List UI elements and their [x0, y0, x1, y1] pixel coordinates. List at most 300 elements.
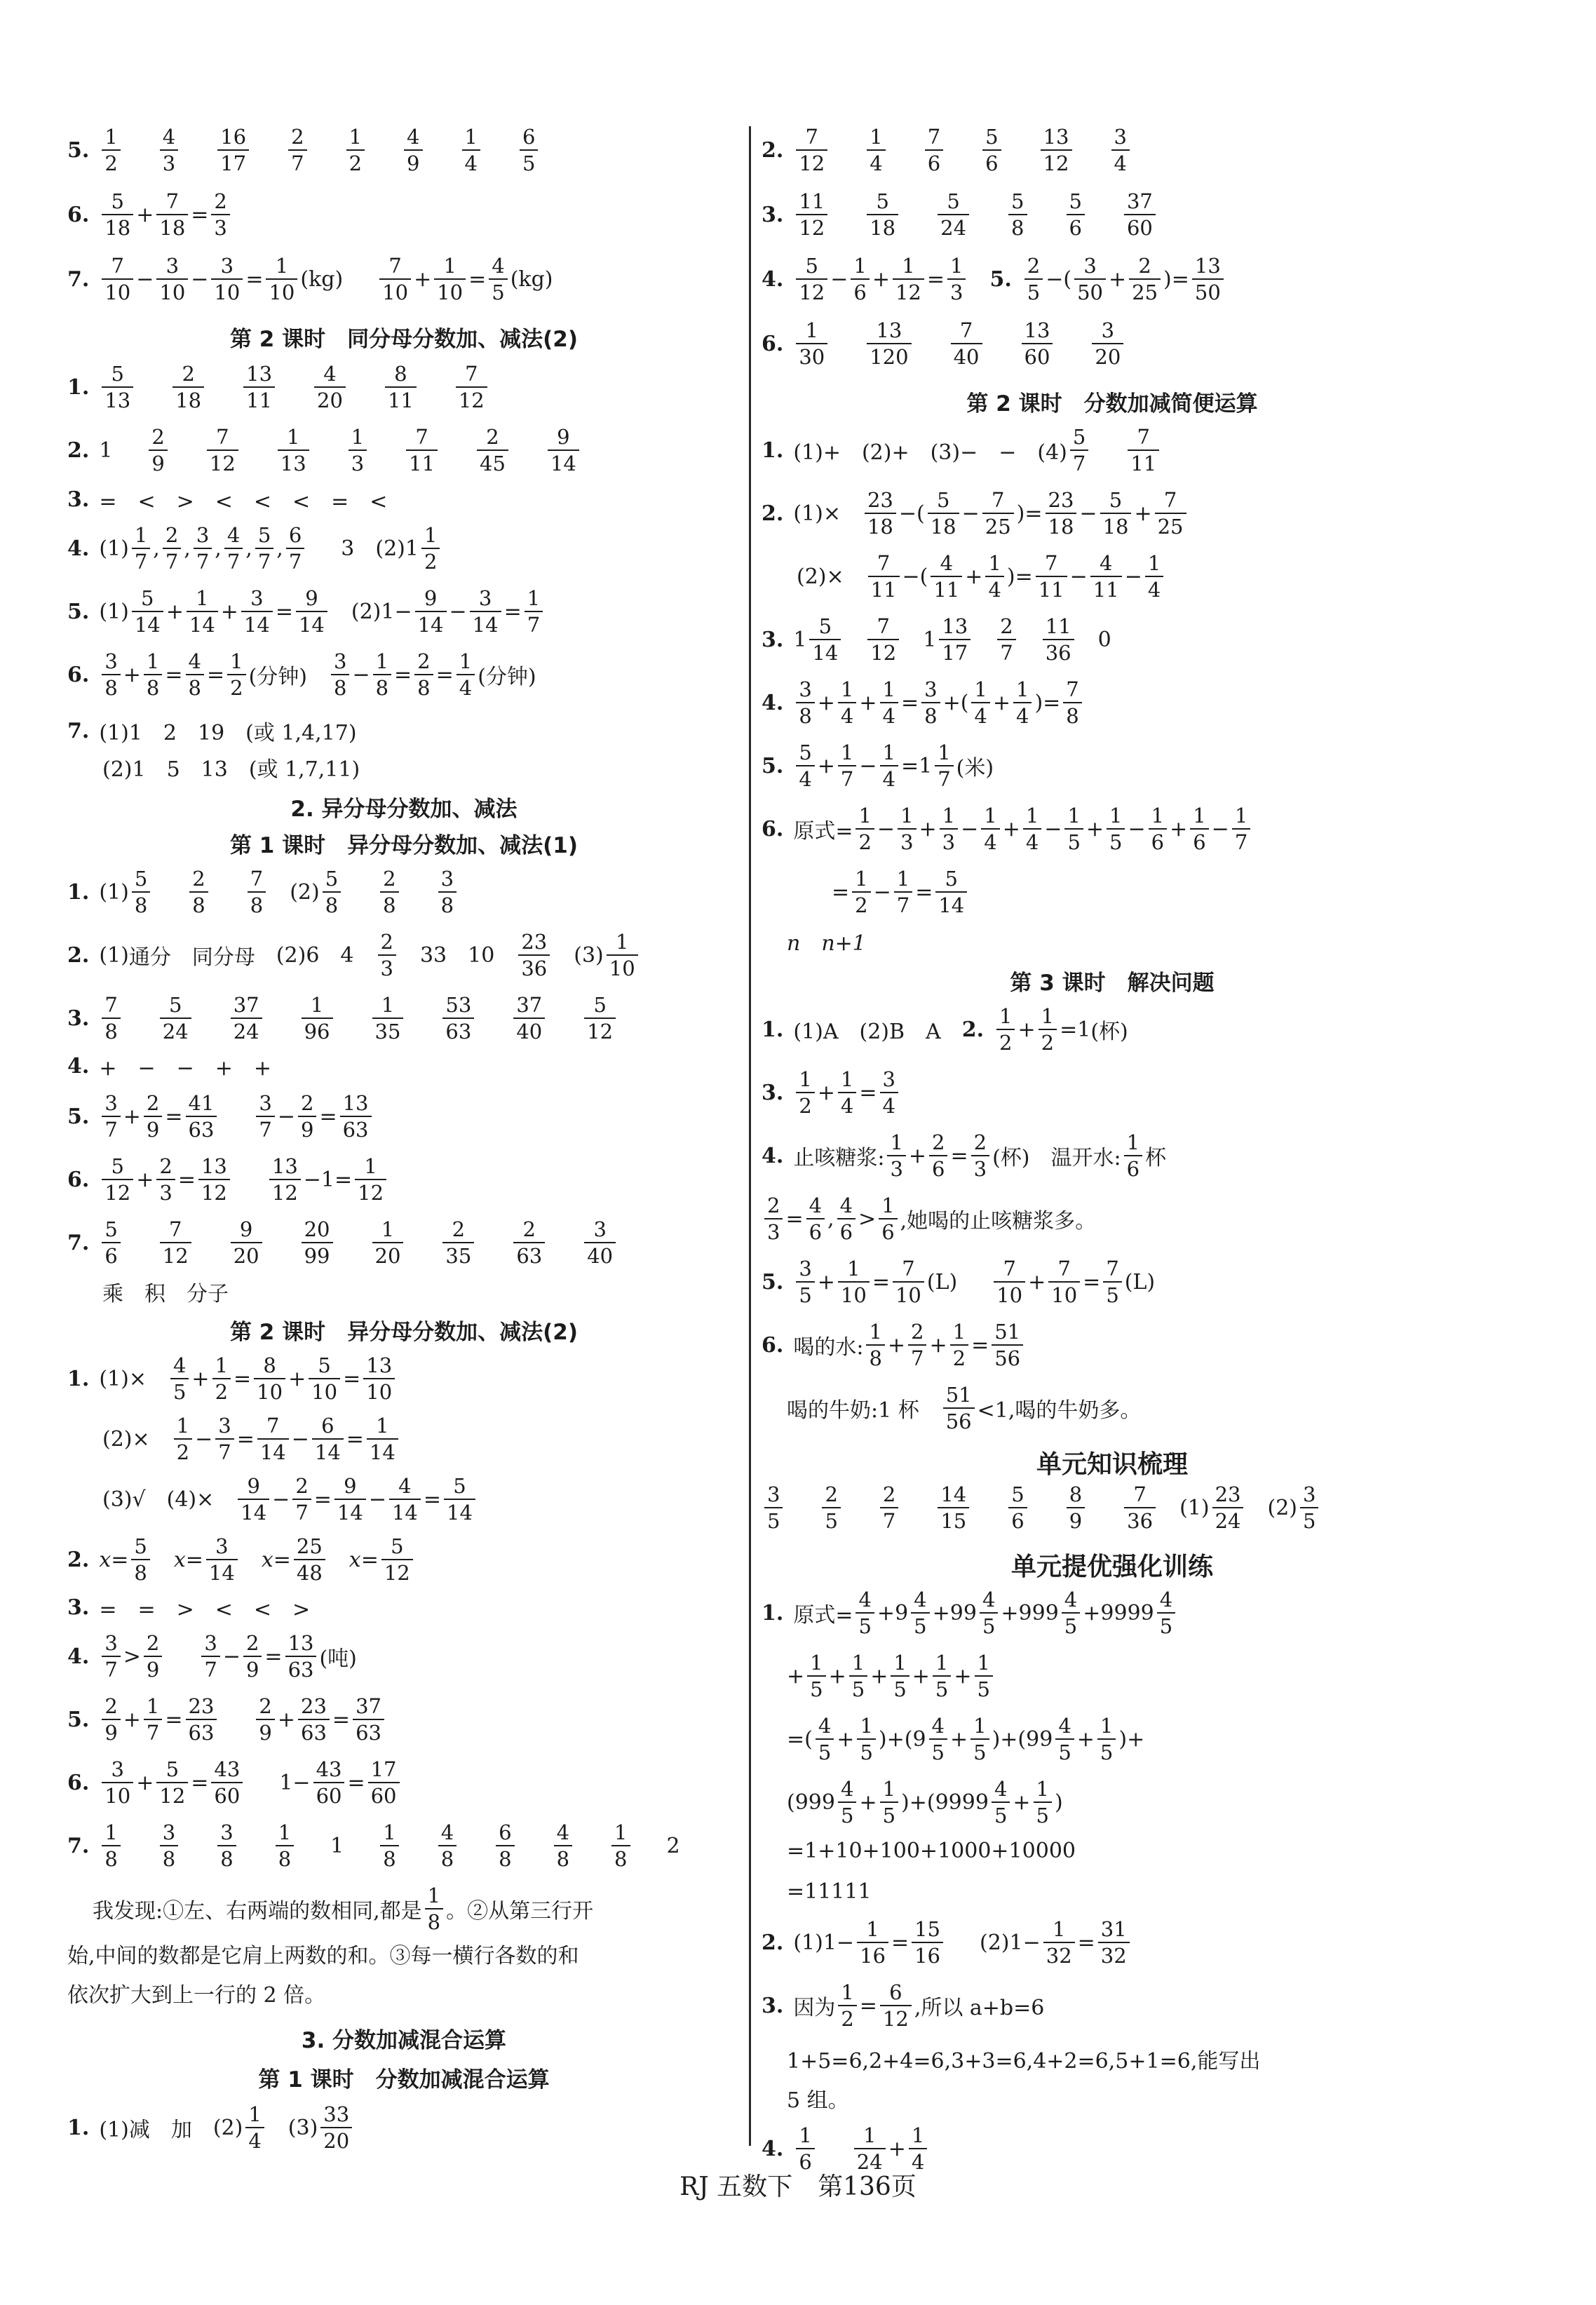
fraction: $\frac{13}{12}$	[269, 1156, 301, 1204]
fraction: $\frac{5}{8}$	[323, 868, 341, 917]
fraction: $\frac{1}{4}$	[457, 651, 475, 699]
answer-line: 6. $\frac{3}{8}$ + $\frac{1}{8}$ = $\frac{4}{8}$ = $\frac{1}{2}$ (分钟) $\frac{3}{8}$ − $\frac{1}{8}$ = $\frac{2}{8}$ = $\frac{1}{4}$ (分钟)	[67, 649, 536, 701]
fraction: $\frac{7}{10}$	[994, 1258, 1025, 1306]
fraction: $\frac{1}{32}$	[1043, 1919, 1075, 1967]
answer-line: 2. (1) 通分 同分母 (2) 6 4 $\frac{2}{3}$ 33 10 $\frac{23}{36}$ (3) $\frac{1}{10}$	[67, 931, 641, 980]
item-number: 7.	[67, 1833, 90, 1858]
answer-line: 5. $\frac{3}{7}$ + $\frac{2}{9}$ = $\frac{41}{63}$ $\frac{3}{7}$ − $\frac{2}{9}$ = $\frac{13}{63}$	[67, 1093, 374, 1141]
answer-line: 5. (1) $\frac{5}{14}$ + $\frac{1}{14}$ + $\frac{3}{14}$ = $\frac{9}{14}$ (2) 1− $\frac{9}{14}$ − $\frac{3}{14}$ = $\frac{1}{7}$	[67, 588, 546, 636]
fraction: $\frac{1}{4}$	[985, 553, 1003, 601]
fraction: $\frac{7}{11}$	[406, 426, 438, 475]
fraction: $\frac{4}{5}$	[929, 1715, 947, 1764]
fraction: $\frac{5}{7}$	[255, 525, 273, 573]
fraction: $\frac{5}{18}$	[102, 191, 133, 239]
answer-line: 1+5=6,2+4=6,3+3=6,4+2=6,5+1=6,能写出	[787, 2049, 1261, 2074]
item-number: 6.	[67, 1167, 90, 1192]
fraction: $\frac{43}{60}$	[211, 1759, 243, 1807]
answer-line: 5 组。	[787, 2088, 849, 2113]
answer-line	[762, 191, 1158, 239]
answer-line: =1+10+100+1000+10000	[787, 1839, 1076, 1863]
fraction: $\frac{1}{12}$	[355, 1156, 386, 1204]
fraction: $\frac{3}{8}$	[796, 679, 814, 727]
fraction: $\frac{14}{15}$	[938, 1484, 969, 1532]
answer-line: 2. (1)× $\frac{23}{18}$ −( $\frac{5}{18}$ − $\frac{7}{25}$ )= $\frac{23}{18}$ − $\frac{5}{18}$ + $\frac{7}{25}$	[762, 489, 1189, 538]
fraction: $\frac{1}{3}$	[940, 805, 958, 853]
answer-line: 1. (1)+ (2)+ (3)− − (4) $\frac{5}{7}$ $\frac{7}{11}$	[762, 426, 1162, 475]
fraction: $\frac{53}{63}$	[442, 994, 474, 1043]
fraction: $\frac{11}{12}$	[796, 191, 827, 239]
fraction: $\frac{9}{14}$	[238, 1475, 269, 1524]
fraction: $\frac{3}{8}$	[160, 1822, 178, 1870]
fraction: $\frac{5}{10}$	[309, 1355, 340, 1403]
fraction: $\frac{20}{99}$	[302, 1219, 333, 1267]
item-number: 3.	[762, 627, 784, 652]
fraction: $\frac{7}{25}$	[982, 489, 1014, 538]
fraction: $\frac{1}{5}$	[891, 1652, 909, 1701]
fraction: $\frac{3}{5}$	[1300, 1484, 1318, 1532]
answer-line: ( 999 $\frac{4}{5}$ + $\frac{1}{5}$ )+( 9999 $\frac{4}{5}$ + $\frac{1}{5}$ )	[787, 1777, 1063, 1828]
item-number: 1.	[67, 2115, 90, 2140]
fraction: $\frac{2}{7}$	[288, 126, 306, 175]
item-number: 2.	[762, 1930, 784, 1955]
fraction: $\frac{8}{9}$	[1067, 1484, 1085, 1532]
answer-line	[762, 320, 1126, 368]
section-heading: 第 2 课时 同分母分数加、减法(2)	[229, 327, 579, 352]
fraction: $\frac{2}{63}$	[513, 1219, 545, 1267]
fraction: $\frac{1}{14}$	[367, 1415, 398, 1464]
answer-line: 3. = < > < < < = <	[67, 487, 388, 514]
fraction: $\frac{2}{3}$	[764, 1195, 783, 1243]
fraction: $\frac{25}{48}$	[294, 1536, 325, 1584]
fraction: $\frac{16}{17}$	[217, 126, 249, 175]
fraction: $\frac{1}{4}$	[971, 679, 989, 727]
answer-line: 6. $\frac{5}{12}$ + $\frac{2}{3}$ = $\frac{13}{12}$ $\frac{13}{12}$ −1= $\frac{1}{12}$	[67, 1156, 389, 1204]
fraction: $\frac{4}{7}$	[224, 525, 243, 573]
fraction: $\frac{7}{36}$	[1124, 1484, 1156, 1532]
fraction: $\frac{3}{7}$	[201, 1633, 219, 1681]
answer-line: 1. (1) $\frac{5}{8}$ $\frac{2}{8}$ $\frac{7}{8}$ (2) $\frac{5}{8}$ $\frac{2}{8}$ $\frac{3}{8}$	[67, 868, 459, 917]
section-heading: 单元提优强化训练	[1010, 1553, 1213, 1581]
answer-line: 我发现:①左、右两端的数相同,都是 $\frac{1}{8}$ 。②从第三行开	[93, 1884, 594, 1935]
fraction: $\frac{5}{12}$	[102, 1156, 133, 1204]
answer-line: 1. (1) × $\frac{4}{5}$ + $\frac{1}{2}$ = $\frac{8}{10}$ + $\frac{5}{10}$ = $\frac{13}{10}$	[67, 1355, 398, 1403]
fraction: $\frac{3}{7}$	[194, 525, 212, 573]
fraction: $\frac{7}{25}$	[1155, 489, 1186, 538]
fraction: $\frac{5}{24}$	[938, 191, 969, 239]
section-heading: 单元知识梳理	[1036, 1450, 1188, 1479]
fraction: $\frac{23}{36}$	[518, 931, 550, 980]
item-number: 2.	[67, 438, 90, 463]
fraction: $\frac{5}{7}$	[1070, 426, 1088, 475]
fraction: $\frac{1}{2}$	[950, 1321, 968, 1370]
item-number: 2.	[762, 501, 784, 526]
fraction: $\frac{2}{7}$	[997, 616, 1015, 664]
fraction: $\frac{7}{11}$	[868, 553, 900, 601]
fraction: $\frac{7}{11}$	[1036, 553, 1067, 601]
fraction: $\frac{11}{36}$	[1043, 616, 1074, 664]
fraction: $\frac{4}{14}$	[389, 1475, 421, 1524]
fraction: $\frac{3}{14}$	[470, 588, 501, 636]
item-number: 4.	[762, 690, 784, 715]
fraction: $\frac{7}{40}$	[951, 320, 982, 368]
fraction: $\frac{7}{6}$	[925, 126, 943, 175]
fraction: $\frac{2}{35}$	[442, 1219, 474, 1267]
fraction: $\frac{17}{60}$	[368, 1759, 400, 1807]
section-heading: 第 2 课时 异分母分数加、减法(2)	[229, 1320, 579, 1345]
fraction: $\frac{2}{7}$	[163, 525, 181, 573]
item-number: 6.	[67, 202, 90, 227]
fraction: $\frac{1}{5}$	[1097, 1715, 1116, 1764]
fraction: $\frac{7}{12}$	[796, 126, 827, 175]
fraction: $\frac{4}{5}$	[992, 1778, 1010, 1827]
fraction: $\frac{3}{8}$	[331, 651, 349, 699]
fraction: $\frac{37}{24}$	[231, 994, 262, 1043]
fraction: $\frac{7}{12}$	[456, 363, 487, 412]
fraction: $\frac{7}{12}$	[160, 1219, 191, 1267]
fraction: $\frac{2}{6}$	[929, 1132, 947, 1180]
fraction: $\frac{13}{12}$	[1041, 126, 1072, 175]
fraction: $\frac{3}{8}$	[217, 1822, 236, 1870]
fraction: $\frac{6}{12}$	[880, 1982, 912, 2030]
fraction: $\frac{41}{63}$	[186, 1093, 217, 1141]
fraction: $\frac{23}{63}$	[186, 1696, 217, 1744]
fraction: $\frac{5}{12}$	[796, 255, 827, 304]
fraction: $\frac{4}{5}$	[816, 1715, 834, 1764]
fraction: $\frac{9}{14}$	[334, 1475, 366, 1524]
fraction: $\frac{4}{8}$	[554, 1822, 572, 1870]
page-footer: RJ 五数下 第136页	[679, 2172, 917, 2201]
fraction: $\frac{1}{4}$	[1023, 805, 1041, 853]
item-number: 3.	[67, 1006, 90, 1031]
fraction: $\frac{1}{7}$	[894, 868, 912, 917]
item-number: 7.	[67, 1230, 90, 1255]
fraction: $\frac{1}{7}$	[1232, 805, 1250, 853]
fraction: $\frac{5}{14}$	[809, 616, 841, 664]
fraction: $\frac{6}{8}$	[496, 1822, 514, 1870]
fraction: $\frac{4}{8}$	[186, 651, 204, 699]
fraction: $\frac{1}{4}$	[1013, 679, 1032, 727]
fraction: $\frac{2}{8}$	[380, 868, 398, 917]
fraction: $\frac{1}{2}$	[1039, 1006, 1057, 1054]
fraction: $\frac{7}{12}$	[867, 616, 899, 664]
fraction: $\frac{23}{18}$	[1046, 489, 1077, 538]
fraction: $\frac{13}{63}$	[285, 1633, 317, 1681]
fraction: $\frac{2}{18}$	[173, 363, 204, 412]
answer-line	[67, 1219, 618, 1267]
fraction: $\frac{1}{10}$	[266, 255, 297, 304]
answer-line: 7. $\frac{7}{10}$ − $\frac{3}{10}$ − $\frac{3}{10}$ = $\frac{1}{10}$ (kg) $\frac{7}{10}$ + $\frac{1}{10}$ = $\frac{4}{5}$ (kg)	[67, 254, 553, 305]
fraction: $\frac{1}{96}$	[302, 994, 333, 1043]
item-number: 5.	[67, 1707, 90, 1732]
fraction: $\frac{4}{5}$	[1055, 1715, 1074, 1764]
item-number: 4.	[67, 536, 90, 561]
fraction: $\frac{7}{14}$	[257, 1415, 289, 1464]
answer-line: 5. $\frac{2}{9}$ + $\frac{1}{7}$ = $\frac{23}{63}$ $\frac{2}{9}$ + $\frac{23}{63}$ = $\frac{37}{63}$	[67, 1696, 387, 1744]
fraction: $\frac{1}{4}$	[838, 1069, 856, 1117]
fraction: $\frac{33}{20}$	[320, 2104, 352, 2152]
fraction: $\frac{5}{18}$	[928, 489, 959, 538]
fraction: $\frac{13}{11}$	[243, 363, 275, 412]
fraction: $\frac{23}{63}$	[298, 1696, 330, 1744]
fraction: $\frac{5}{14}$	[444, 1475, 475, 1524]
fraction: $\frac{3}{20}$	[1092, 320, 1123, 368]
fraction: $\frac{1}{30}$	[796, 320, 827, 368]
fraction: $\frac{4}{5}$	[1157, 1589, 1175, 1637]
fraction: $\frac{1}{10}$	[607, 931, 638, 980]
answer-line: 7. (1)1 2 19 (或 1,4,17)	[67, 718, 357, 745]
item-number: 2.	[762, 137, 784, 163]
fraction: $\frac{3}{4}$	[880, 1069, 898, 1117]
answer-line: 始,中间的数都是它肩上两数的和。③每一横行各数的和	[67, 1944, 579, 1968]
fraction: $\frac{2}{3}$	[378, 931, 396, 980]
fraction: $\frac{1}{4}$	[245, 2104, 264, 2152]
fraction: $\frac{2}{8}$	[414, 651, 433, 699]
answer-line: 3. 1 $\frac{5}{14}$ $\frac{7}{12}$ 1 $\frac{13}{17}$ $\frac{2}{7}$ $\frac{11}{36}$ 0	[762, 614, 1111, 665]
fraction: $\frac{1}{4}$	[981, 805, 999, 853]
fraction: $\frac{5}{8}$	[131, 1536, 149, 1584]
fraction: $\frac{4}{5}$	[856, 1589, 874, 1637]
fraction: $\frac{1}{6}$	[796, 2125, 814, 2173]
answer-line: 4. 止咳糖浆: $\frac{1}{3}$ + $\frac{2}{6}$ = $\frac{2}{3}$ (杯) 温开水: $\frac{1}{6}$ 杯	[762, 1130, 1167, 1182]
fraction: $\frac{1}{5}$	[971, 1715, 989, 1764]
fraction: $\frac{5}{8}$	[1008, 191, 1027, 239]
fraction: $\frac{37}{40}$	[513, 994, 545, 1043]
answer-line: =11111	[787, 1879, 872, 1904]
fraction: $\frac{1}{2}$	[212, 1355, 231, 1403]
answer-line: = $\frac{1}{2}$ − $\frac{1}{7}$ = $\frac{5}{14}$	[832, 868, 970, 917]
fraction: $\frac{51}{56}$	[943, 1384, 975, 1433]
fraction: $\frac{1}{2}$	[346, 126, 365, 175]
fraction: $\frac{9}{20}$	[231, 1219, 262, 1267]
fraction: $\frac{13}{60}$	[1022, 320, 1053, 368]
answer-line: 5. $\frac{3}{5}$ + $\frac{1}{10}$ = $\frac{7}{10}$ (L) $\frac{7}{10}$ + $\frac{7}{10}$ = $\frac{7}{5}$ (L)	[762, 1257, 1156, 1308]
answer-line: 3. $\frac{1}{2}$ + $\frac{1}{4}$ = $\frac{3}{4}$	[762, 1069, 901, 1117]
fraction: $\frac{7}{11}$	[1128, 426, 1159, 475]
item-number: 7.	[67, 266, 90, 292]
item-number: 5.	[67, 1104, 90, 1129]
item-number: 4.	[762, 266, 784, 292]
answer-line: 6. 喝的水: $\frac{1}{8}$ + $\frac{2}{7}$ + $\frac{1}{2}$ = $\frac{51}{56}$	[762, 1321, 1026, 1370]
answer-line: 1. (1)A (2)B A 2. $\frac{1}{2}$ + $\frac{1}{2}$ = 1 (杯)	[762, 1004, 1128, 1055]
fraction: $\frac{1}{7}$	[525, 588, 543, 636]
answer-line: 6. 原式= $\frac{1}{2}$ − $\frac{1}{3}$ + $\frac{1}{3}$ − $\frac{1}{4}$ + $\frac{1}{4}$ − $\frac{1}{5}$ + $\frac{1}{5}$ − $\frac{1}{6}$ + $\frac{1}{6}$ − $\frac{1}{7}$	[762, 805, 1253, 853]
item-number: 2.	[961, 1017, 985, 1042]
fraction: $\frac{1}{6}$	[1190, 805, 1208, 853]
answer-line	[67, 126, 541, 175]
section-heading: 2. 异分母分数加、减法	[290, 797, 518, 822]
answer-line: (3) √ (4) × $\frac{9}{14}$ − $\frac{2}{7}$ = $\frac{9}{14}$ − $\frac{4}{14}$ = $\frac{5}{14}$	[102, 1475, 478, 1524]
fraction: $\frac{5}{18}$	[867, 191, 898, 239]
fraction: $\frac{7}{12}$	[207, 426, 238, 475]
answer-line: 2. (1) 1− $\frac{1}{16}$ = $\frac{15}{16}$ (2) 1− $\frac{1}{32}$ = $\frac{31}{32}$	[762, 1919, 1132, 1967]
fraction: $\frac{3}{10}$	[102, 1759, 133, 1807]
item-number: 5.	[67, 137, 90, 163]
fraction: $\frac{1}{8}$	[380, 1822, 398, 1870]
fraction: $\frac{1}{2}$	[174, 1415, 192, 1464]
fraction: $\frac{3}{40}$	[584, 1219, 616, 1267]
fraction: $\frac{5}{13}$	[102, 363, 133, 412]
fraction: $\frac{4}{5}$	[980, 1589, 998, 1637]
fraction: $\frac{1}{5}$	[1064, 805, 1083, 853]
item-number: 2.	[67, 1547, 90, 1572]
fraction: $\frac{31}{32}$	[1098, 1919, 1130, 1967]
fraction: $\frac{3}{7}$	[215, 1415, 234, 1464]
fraction: $\frac{23}{18}$	[865, 489, 896, 538]
fraction: $\frac{7}{8}$	[1063, 679, 1081, 727]
fraction: $\frac{13}{12}$	[198, 1156, 230, 1204]
answer-line: 1. (1)减 加 (2) $\frac{1}{4}$ (3) $\frac{33}{20}$	[67, 2104, 355, 2152]
answer-line: + $\frac{1}{5}$ + $\frac{1}{5}$ + $\frac{1}{5}$ + $\frac{1}{5}$ + $\frac{1}{5}$	[787, 1652, 996, 1701]
fraction: $\frac{5}{18}$	[1100, 489, 1132, 538]
answer-line: 喝的牛奶:1 杯 $\frac{51}{56}$ <1,喝的牛奶多。	[787, 1383, 1142, 1434]
fraction: $\frac{1}{5}$	[849, 1652, 867, 1701]
fraction: $\frac{1}{5}$	[1107, 805, 1125, 853]
fraction: $\frac{7}{18}$	[156, 191, 188, 239]
answer-line	[762, 126, 1132, 175]
fraction: $\frac{5}{14}$	[935, 868, 967, 917]
fraction: $\frac{2}{3}$	[211, 191, 229, 239]
fraction: $\frac{15}{16}$	[912, 1919, 943, 1967]
fraction: $\frac{2}{25}$	[1129, 255, 1161, 304]
fraction: $\frac{1}{8}$	[866, 1321, 884, 1370]
fraction: $\frac{1}{4}$	[838, 679, 856, 727]
fraction: $\frac{2}{5}$	[1024, 255, 1043, 304]
section-heading: 第 2 课时 分数加减简便运算	[966, 391, 1258, 417]
fraction: $\frac{1}{20}$	[372, 1219, 404, 1267]
fraction: $\frac{4}{3}$	[160, 126, 178, 175]
fraction: $\frac{4}{5}$	[1062, 1589, 1080, 1637]
fraction: $\frac{1}{2}$	[856, 805, 874, 853]
fraction: $\frac{1}{3}$	[947, 255, 966, 304]
fraction: $\frac{37}{63}$	[353, 1696, 384, 1744]
fraction: $\frac{1}{2}$	[227, 651, 245, 699]
fraction: $\frac{1}{7}$	[838, 742, 856, 790]
fraction: $\frac{5}{6}$	[982, 126, 1001, 175]
item-number: 6.	[67, 1770, 90, 1795]
fraction: $\frac{4}{5}$	[911, 1589, 929, 1637]
answer-line: 5. $\frac{5}{4}$ + $\frac{1}{7}$ − $\frac{1}{4}$ = 1 $\frac{1}{7}$ (米)	[762, 741, 994, 792]
fraction: $\frac{1}{5}$	[857, 1715, 875, 1764]
fraction: $\frac{6}{7}$	[286, 525, 304, 573]
fraction: $\frac{2}{9}$	[102, 1696, 120, 1744]
fraction: $\frac{1}{6}$	[851, 255, 869, 304]
answer-line: 6. $\frac{5}{18}$ + $\frac{7}{18}$ = $\frac{2}{3}$	[67, 191, 233, 239]
fraction: $\frac{1}{24}$	[854, 2125, 886, 2173]
item-number: 3.	[762, 202, 784, 227]
fraction: $\frac{23}{24}$	[1212, 1484, 1244, 1532]
fraction: $\frac{1}{6}$	[879, 1195, 897, 1243]
item-number: 4.	[762, 1143, 784, 1168]
fraction: $\frac{1}{5}$	[807, 1652, 825, 1701]
item-number: 5.	[989, 266, 1012, 292]
fraction: $\frac{1}{8}$	[373, 651, 391, 699]
answer-line: 4. $\frac{5}{12}$ − $\frac{1}{6}$ + $\frac{1}{12}$ = $\frac{1}{3}$ 5. $\frac{2}{5}$ −( $\frac{3}{50}$ + $\frac{2}{25}$ )= $\frac{13}{50}$	[762, 255, 1226, 304]
fraction: $\frac{13}{50}$	[1192, 255, 1224, 304]
fraction: $\frac{1}{8}$	[144, 651, 162, 699]
item-number: 1.	[762, 1600, 784, 1625]
fraction: $\frac{5}{12}$	[381, 1536, 413, 1584]
fraction: $\frac{1}{7}$	[144, 1696, 162, 1744]
fraction: $\frac{1}{4}$	[867, 126, 885, 175]
item-number: 4.	[67, 1053, 90, 1079]
fraction: $\frac{1}{3}$	[349, 426, 367, 475]
answer-line: 2. 1 $\frac{2}{9}$ $\frac{7}{12}$ $\frac{1}{13}$ $\frac{1}{3}$ $\frac{7}{11}$ $\frac{2}{45}$ $\frac{9}{14}$	[67, 426, 582, 475]
answer-line: =( $\frac{4}{5}$ + $\frac{1}{5}$ )+( 9 $\frac{4}{5}$ + $\frac{1}{5}$ )+( 99 $\frac{4}{5}$ + $\frac{1}{5}$ )+	[787, 1714, 1145, 1765]
fraction: $\frac{3}{14}$	[206, 1536, 238, 1584]
fraction: $\frac{7}{10}$	[102, 255, 133, 304]
fraction: $\frac{2}{9}$	[144, 1633, 162, 1681]
item-number: 2.	[67, 942, 90, 968]
fraction: $\frac{1}{13}$	[278, 426, 309, 475]
fraction: $\frac{6}{5}$	[520, 126, 538, 175]
answer-line: 依次扩大到上一行的 2 倍。	[67, 1983, 326, 2008]
fraction: $\frac{4}{5}$	[489, 255, 507, 304]
answer-line: 2. x= $\frac{5}{8}$ x= $\frac{3}{14}$ x= $\frac{25}{48}$ x= $\frac{5}{12}$	[67, 1536, 416, 1584]
fraction: $\frac{5}{24}$	[160, 994, 191, 1043]
fraction: $\frac{7}{10}$	[893, 1258, 924, 1306]
item-number: 4.	[67, 1644, 90, 1669]
fraction: $\frac{3}{8}$	[921, 679, 940, 727]
fraction: $\frac{1}{2}$	[838, 1982, 856, 2030]
fraction: $\frac{1}{16}$	[857, 1919, 888, 1967]
fraction: $\frac{3}{7}$	[256, 1093, 274, 1141]
fraction: $\frac{7}{10}$	[1048, 1258, 1080, 1306]
fraction: $\frac{1}{10}$	[434, 255, 466, 304]
fraction: $\frac{5}{14}$	[132, 588, 163, 636]
fraction: $\frac{37}{60}$	[1124, 191, 1156, 239]
fraction: $\frac{13}{63}$	[340, 1093, 372, 1141]
fraction: $\frac{1}{4}$	[462, 126, 480, 175]
item-number: 4.	[762, 2136, 784, 2161]
fraction: $\frac{2}{7}$	[880, 1484, 898, 1532]
answer-line: n n+1	[787, 931, 866, 956]
fraction: $\frac{3}{10}$	[156, 255, 188, 304]
fraction: $\frac{4}{11}$	[1090, 553, 1122, 601]
fraction: $\frac{1}{3}$	[898, 805, 916, 853]
fraction: $\frac{4}{20}$	[314, 363, 346, 412]
fraction: $\frac{7}{5}$	[1103, 1258, 1121, 1306]
fraction: $\frac{3}{5}$	[764, 1484, 783, 1532]
fraction: $\frac{1}{4}$	[1145, 553, 1163, 601]
item-number: 6.	[762, 1332, 784, 1358]
answer-line: 3. 因为 $\frac{1}{2}$ = $\frac{6}{12}$ ,所以 a+b=6	[762, 1980, 1045, 2032]
fraction: $\frac{3}{10}$	[211, 255, 243, 304]
fraction: $\frac{1}{12}$	[893, 255, 924, 304]
fraction: $\frac{13}{17}$	[939, 616, 971, 664]
fraction: $\frac{1}{6}$	[1149, 805, 1167, 853]
fraction: $\frac{3}{50}$	[1074, 255, 1106, 304]
answer-line: 4. (1) $\frac{1}{7}$ , $\frac{2}{7}$ , $\frac{3}{7}$ , $\frac{4}{7}$ , $\frac{5}{7}$ , $\frac{6}{7}$ 3 (2) 1 $\frac{1}{2}$	[67, 525, 442, 573]
fraction: $\frac{7}{10}$	[379, 255, 411, 304]
fraction: $\frac{1}{8}$	[611, 1822, 630, 1870]
fraction: $\frac{2}{3}$	[156, 1156, 175, 1204]
fraction: $\frac{5}{12}$	[156, 1759, 188, 1807]
fraction: $\frac{3}{7}$	[102, 1633, 120, 1681]
fraction: $\frac{2}{9}$	[256, 1696, 274, 1744]
fraction: $\frac{1}{8}$	[276, 1822, 294, 1870]
item-number: 1.	[67, 374, 90, 400]
fraction: $\frac{1}{2}$	[421, 525, 440, 573]
column-divider	[749, 126, 751, 2146]
fraction: $\frac{9}{14}$	[415, 588, 447, 636]
item-number: 5.	[762, 753, 784, 778]
fraction: $\frac{4}{6}$	[806, 1195, 825, 1243]
fraction: $\frac{7}{8}$	[248, 868, 266, 917]
fraction: $\frac{5}{4}$	[796, 742, 814, 790]
fraction: $\frac{3}{4}$	[1111, 126, 1130, 175]
fraction: $\frac{9}{14}$	[548, 426, 579, 475]
fraction: $\frac{3}{8}$	[438, 868, 457, 917]
